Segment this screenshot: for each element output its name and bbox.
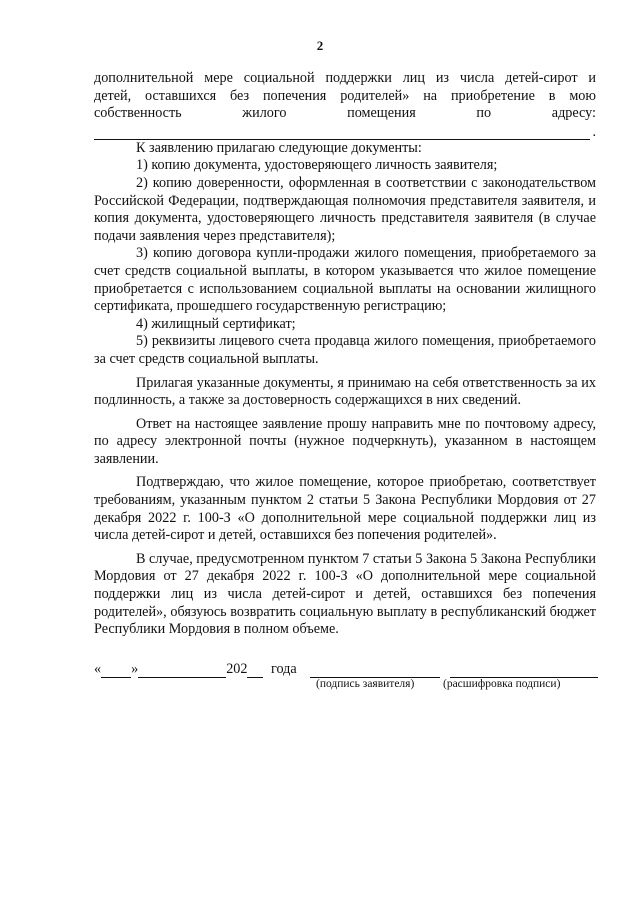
- address-blank-line: [94, 123, 596, 141]
- list-item-2: 2) копию доверенности, оформленная в соответствии с законодательством Российской Федерации, подтверждающая полномочия представителя заявителя, и копия документа, удостоверяющего личность представителя заявителя (в случае подачи заявления через представителя);: [94, 174, 596, 244]
- document-body: [94, 70, 596, 639]
- paragraph-attachments-heading: К заявлению прилагаю следующие документы:: [136, 139, 422, 156]
- list-item-5: 5) реквизиты лицевого счета продавца жилого помещения, приобретаемого за счет средств социальной выплаты.: [94, 333, 596, 367]
- paragraph-responsibility: Прилагая указанные документы, я принимаю на себя ответственность за их подлинность, а также за достоверность содержащихся в них сведений.: [94, 374, 596, 409]
- caption-decoding: (расшифровка подписи): [443, 678, 561, 690]
- year-blank: [247, 663, 263, 678]
- list-item-4: 4) жилищный сертификат;: [136, 315, 296, 332]
- signature-decoding-blank: [450, 663, 598, 678]
- paragraph-reply-address: Ответ на настоящее заявление прошу направить мне по почтовому адресу, по адресу электронной почты (нужное подчеркнуть), указанном в настоящем заявлении.: [94, 415, 596, 467]
- paragraph-intro-line-2: детей, оставшихся без попечения родителей» на приобретение в мою: [94, 87, 596, 104]
- list-item-3: 3) копию договора купли-продажи жилого помещения, приобретаемого за счет средств социальной выплаты, в котором указывается что жилое помещение приобретается с использованием социальной выплаты на основании жилищного сертификата, прошедшего государственную регистрацию;: [94, 245, 596, 315]
- month-blank: [138, 663, 226, 678]
- year-word: года: [271, 661, 297, 677]
- caption-signature: (подпись заявителя): [316, 678, 415, 690]
- open-quote: «: [94, 661, 102, 677]
- page-number: 2: [316, 38, 324, 53]
- list-item-1: 1) копию документа, удостоверяющего личность заявителя;: [136, 157, 498, 174]
- paragraph-confirmation: Подтверждаю, что жилое помещение, которое приобретаю, соответствует требованиям, указанным пунктом 2 статьи 5 Закона Республики Мордовия от 27 декабря 2022 г. 100-З «О дополнительной мере социальной поддержки лиц из числа детей-сирот и детей, оставшихся без попечения родителей».: [94, 474, 596, 544]
- signature-blank: [310, 663, 440, 678]
- year-prefix: 202: [226, 661, 248, 677]
- address-line-period: .: [592, 124, 596, 141]
- date-signature-row: [94, 661, 596, 678]
- paragraph-obligation: В случае, предусмотренном пунктом 7 статьи 5 Закона 5 Закона Республики Мордовия от 27 декабря 2022 г. 100-З «О дополнительной мере социальной поддержки лиц из числа детей-сирот и детей, оставшихся без попечения родителей», обязуюсь возвратить социальную выплату в республиканский бюджет Республики Мордовия в полном объеме.: [94, 550, 596, 638]
- paragraph-intro-line-1: дополнительной мере социальной поддержки лиц из числа детей-сирот и: [94, 70, 596, 86]
- paragraph-intro-line-3: собственность жилого помещения по адресу:: [94, 105, 596, 122]
- close-quote: »: [131, 661, 139, 677]
- day-blank: [101, 663, 131, 678]
